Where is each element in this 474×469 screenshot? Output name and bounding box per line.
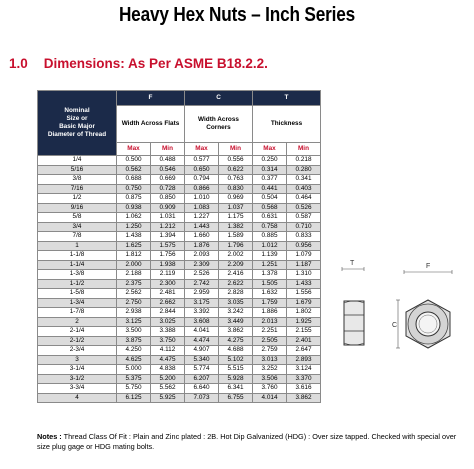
dimension-cell: 2.893 — [287, 355, 321, 365]
dimension-cell: 3.013 — [253, 355, 287, 365]
nominal-size-cell: 3-1/4 — [38, 365, 117, 375]
min-header: Min — [287, 143, 321, 156]
dimension-cell: 4.625 — [117, 355, 151, 365]
dimension-cell: 1.632 — [253, 289, 287, 299]
dimension-cell: 2.119 — [151, 270, 185, 280]
dimension-cell: 0.750 — [117, 184, 151, 194]
table-row — [38, 175, 321, 185]
dimension-cell: 3.760 — [253, 384, 287, 394]
dimension-cell: 5.000 — [117, 365, 151, 375]
dimension-cell: 1.433 — [287, 279, 321, 289]
dimension-cell: 1.556 — [287, 289, 321, 299]
table-row — [38, 222, 321, 232]
table-row — [38, 260, 321, 270]
table-row — [38, 270, 321, 280]
nominal-size-cell: 9/16 — [38, 203, 117, 213]
dimension-cell: 5.562 — [151, 384, 185, 394]
dimension-cell: 4.838 — [151, 365, 185, 375]
dimension-cell: 1.037 — [219, 203, 253, 213]
dimension-cell: 2.375 — [117, 279, 151, 289]
dimension-cell: 3.035 — [219, 298, 253, 308]
dimension-cell: 2.750 — [117, 298, 151, 308]
table-row — [38, 336, 321, 346]
dimension-cell: 6.640 — [185, 384, 219, 394]
nominal-header-line: Nominal — [64, 106, 90, 114]
dimension-cell: 2.959 — [185, 289, 219, 299]
dimension-cell: 1.031 — [151, 213, 185, 223]
nominal-size-cell: 2-1/4 — [38, 327, 117, 337]
nominal-size-cell: 1-7/8 — [38, 308, 117, 318]
dimension-cell: 3.124 — [287, 365, 321, 375]
dimension-cell: 0.830 — [219, 184, 253, 194]
dimension-cell: 4.688 — [219, 346, 253, 356]
dimension-cell: 1.382 — [219, 222, 253, 232]
dimension-cell: 3.392 — [185, 308, 219, 318]
dimension-cell: 0.504 — [253, 194, 287, 204]
dimension-cell: 2.526 — [185, 270, 219, 280]
dimension-cell: 2.000 — [117, 260, 151, 270]
dimension-cell: 2.013 — [253, 317, 287, 327]
dimension-cell: 1.438 — [117, 232, 151, 242]
section-text: Dimensions: As Per ASME B18.2.2. — [43, 56, 268, 71]
letter-header-c: C — [185, 91, 253, 106]
dimension-cell: 1.505 — [253, 279, 287, 289]
nominal-header-line: Diameter of Thread — [47, 131, 107, 139]
dimension-cell: 1.250 — [117, 222, 151, 232]
dimension-cell: 0.577 — [185, 156, 219, 166]
letter-header-f: F — [117, 91, 185, 106]
dimension-cell: 7.073 — [185, 393, 219, 403]
dimension-cell: 0.710 — [287, 222, 321, 232]
dimension-cell: 4.250 — [117, 346, 151, 356]
dim-label-t: T — [350, 260, 355, 267]
dimension-cell: 3.449 — [219, 317, 253, 327]
nominal-size-cell: 2-1/2 — [38, 336, 117, 346]
dimension-cell: 1.625 — [117, 241, 151, 251]
table-row — [38, 184, 321, 194]
dimension-cell: 0.556 — [219, 156, 253, 166]
dimension-cell: 1.660 — [185, 232, 219, 242]
dimension-cell: 1.394 — [151, 232, 185, 242]
nominal-header-line: Size or — [66, 114, 88, 122]
dimension-cell: 2.759 — [253, 346, 287, 356]
notes-text: Thread Class Of Fit : Plain and Zinc plated : 2B. Hot Dip Galvanized (HDG) : Over size tapped. Checked with special over size plug gage or HDG mating bolts. — [37, 432, 457, 451]
dimension-cell: 1.079 — [287, 251, 321, 261]
dimension-cell: 3.025 — [151, 317, 185, 327]
page-title: Heavy Hex Nuts – Inch Series — [118, 4, 356, 26]
dim-label-f: F — [426, 263, 431, 270]
dimension-cell: 0.568 — [253, 203, 287, 213]
table-row — [38, 279, 321, 289]
nominal-size-cell: 2-3/4 — [38, 346, 117, 356]
group-header-width-across-flats: Width Across Flats — [117, 106, 185, 143]
table-row — [38, 393, 321, 403]
dimension-cell: 2.251 — [253, 327, 287, 337]
table-row — [38, 317, 321, 327]
dimension-cell: 3.608 — [185, 317, 219, 327]
dimension-cell: 4.041 — [185, 327, 219, 337]
dimension-cell: 0.341 — [287, 175, 321, 185]
dimension-cell: 3.388 — [151, 327, 185, 337]
dimension-cell: 6.207 — [185, 374, 219, 384]
nominal-size-cell: 7/8 — [38, 232, 117, 242]
max-header: Max — [253, 143, 287, 156]
dimension-cell: 0.403 — [287, 184, 321, 194]
dimension-cell: 1.589 — [219, 232, 253, 242]
dimension-cell: 1.886 — [253, 308, 287, 318]
dimension-cell: 5.200 — [151, 374, 185, 384]
dimensions-table — [37, 90, 321, 403]
dimension-cell: 1.802 — [287, 308, 321, 318]
dimension-cell: 0.794 — [185, 175, 219, 185]
dimension-cell: 2.401 — [287, 336, 321, 346]
nominal-size-cell: 1/2 — [38, 194, 117, 204]
dimension-cell: 5.750 — [117, 384, 151, 394]
dimension-cell: 0.441 — [253, 184, 287, 194]
dimension-cell: 1.876 — [185, 241, 219, 251]
dimension-cell: 6.755 — [219, 393, 253, 403]
table-row — [38, 289, 321, 299]
dimension-cell: 1.938 — [151, 260, 185, 270]
dimension-cell: 1.139 — [253, 251, 287, 261]
section-heading — [9, 56, 268, 71]
table-row — [38, 156, 321, 166]
dimension-cell: 0.218 — [287, 156, 321, 166]
dimension-cell: 0.758 — [253, 222, 287, 232]
table-row — [38, 194, 321, 204]
dimension-cell: 3.370 — [287, 374, 321, 384]
table-row — [38, 165, 321, 175]
dimension-cell: 4.275 — [219, 336, 253, 346]
dimension-cell: 2.188 — [117, 270, 151, 280]
dimension-cell: 0.938 — [117, 203, 151, 213]
section-number: 1.0 — [9, 56, 28, 71]
table-row — [38, 365, 321, 375]
dimension-cell: 4.112 — [151, 346, 185, 356]
dimension-cell: 2.505 — [253, 336, 287, 346]
dimension-cell: 1.083 — [185, 203, 219, 213]
max-header: Max — [185, 143, 219, 156]
dimension-cell: 0.488 — [151, 156, 185, 166]
dimension-cell: 0.688 — [117, 175, 151, 185]
dimension-cell: 0.909 — [151, 203, 185, 213]
dimension-cell: 1.187 — [287, 260, 321, 270]
dimension-cell: 0.650 — [185, 165, 219, 175]
dimension-cell: 2.622 — [219, 279, 253, 289]
nominal-size-cell: 3 — [38, 355, 117, 365]
nominal-size-cell: 3/8 — [38, 175, 117, 185]
nominal-size-cell: 5/8 — [38, 213, 117, 223]
dimension-cell: 3.242 — [219, 308, 253, 318]
dimension-cell: 1.756 — [151, 251, 185, 261]
dimension-cell: 3.862 — [219, 327, 253, 337]
table-row — [38, 298, 321, 308]
dimension-cell: 0.850 — [151, 194, 185, 204]
dimension-cell: 3.175 — [185, 298, 219, 308]
dimension-cell: 0.622 — [219, 165, 253, 175]
nominal-size-cell: 3-1/2 — [38, 374, 117, 384]
dimension-cell: 3.125 — [117, 317, 151, 327]
dimension-cell: 2.309 — [185, 260, 219, 270]
table-row — [38, 213, 321, 223]
dimension-cell: 3.506 — [253, 374, 287, 384]
dimension-cell: 1.012 — [253, 241, 287, 251]
dimension-cell: 1.251 — [253, 260, 287, 270]
dimension-cell: 3.875 — [117, 336, 151, 346]
dimension-cell: 5.375 — [117, 374, 151, 384]
dimension-cell: 1.925 — [287, 317, 321, 327]
table-row — [38, 241, 321, 251]
dimension-cell: 3.252 — [253, 365, 287, 375]
min-header: Min — [151, 143, 185, 156]
table-row — [38, 374, 321, 384]
dimension-cell: 1.443 — [185, 222, 219, 232]
dimension-cell: 5.925 — [151, 393, 185, 403]
dimension-cell: 1.575 — [151, 241, 185, 251]
dimension-cell: 2.828 — [219, 289, 253, 299]
nominal-size-cell: 1/4 — [38, 156, 117, 166]
table-body — [38, 156, 321, 403]
nominal-size-cell: 1-1/4 — [38, 260, 117, 270]
group-header-thickness: Thickness — [253, 106, 321, 143]
table-row — [38, 346, 321, 356]
dimension-cell: 0.631 — [253, 213, 287, 223]
nominal-size-cell: 7/16 — [38, 184, 117, 194]
dimension-cell: 2.662 — [151, 298, 185, 308]
nominal-size-cell: 1-5/8 — [38, 289, 117, 299]
dimension-cell: 0.866 — [185, 184, 219, 194]
dimension-cell: 0.562 — [117, 165, 151, 175]
dimension-cell: 1.679 — [287, 298, 321, 308]
dimension-cell: 2.742 — [185, 279, 219, 289]
dimension-cell: 0.833 — [287, 232, 321, 242]
dimension-cell: 2.002 — [219, 251, 253, 261]
dimension-cell: 0.969 — [219, 194, 253, 204]
table-row — [38, 327, 321, 337]
dimension-cell: 6.125 — [117, 393, 151, 403]
dimension-cell: 3.750 — [151, 336, 185, 346]
dimension-cell: 5.102 — [219, 355, 253, 365]
nominal-size-cell: 5/16 — [38, 165, 117, 175]
dimension-cell: 3.616 — [287, 384, 321, 394]
dimension-cell: 1.227 — [185, 213, 219, 223]
table-row — [38, 203, 321, 213]
nominal-size-cell: 1-3/4 — [38, 298, 117, 308]
dimension-cell: 5.928 — [219, 374, 253, 384]
dimension-cell: 6.341 — [219, 384, 253, 394]
dimension-cell: 1.378 — [253, 270, 287, 280]
table-row — [38, 384, 321, 394]
dimension-cell: 2.562 — [117, 289, 151, 299]
dimension-cell: 1.062 — [117, 213, 151, 223]
dimension-cell: 1.812 — [117, 251, 151, 261]
dimension-cell: 1.759 — [253, 298, 287, 308]
nominal-size-cell: 1-1/2 — [38, 279, 117, 289]
dimension-cell: 0.377 — [253, 175, 287, 185]
dimension-cell: 0.526 — [287, 203, 321, 213]
letter-header-t: T — [253, 91, 321, 106]
dimension-cell: 0.464 — [287, 194, 321, 204]
nominal-size-cell: 1 — [38, 241, 117, 251]
dimension-cell: 2.155 — [287, 327, 321, 337]
notes — [37, 432, 467, 452]
dimension-cell: 5.340 — [185, 355, 219, 365]
dimension-cell: 2.416 — [219, 270, 253, 280]
dimension-cell: 2.938 — [117, 308, 151, 318]
dimension-cell: 0.669 — [151, 175, 185, 185]
dimension-cell: 1.310 — [287, 270, 321, 280]
table-row — [38, 251, 321, 261]
dimension-cell: 0.500 — [117, 156, 151, 166]
table-row — [38, 355, 321, 365]
dimension-cell: 0.587 — [287, 213, 321, 223]
dimension-cell: 0.250 — [253, 156, 287, 166]
dimension-cell: 2.481 — [151, 289, 185, 299]
dimension-cell: 2.093 — [185, 251, 219, 261]
dimension-cell: 0.875 — [117, 194, 151, 204]
table-row — [38, 232, 321, 242]
dimension-cell: 4.014 — [253, 393, 287, 403]
dimension-cell: 1.796 — [219, 241, 253, 251]
group-header-width-across-corners: Width Across Corners — [185, 106, 253, 143]
hex-nut-diagram — [338, 255, 468, 365]
nut-top-view — [392, 263, 452, 348]
nominal-size-cell: 1-3/8 — [38, 270, 117, 280]
dimension-cell: 4.475 — [151, 355, 185, 365]
dimension-cell: 0.885 — [253, 232, 287, 242]
dimension-cell: 0.763 — [219, 175, 253, 185]
nominal-size-cell: 1-1/8 — [38, 251, 117, 261]
dimension-cell: 1.212 — [151, 222, 185, 232]
dimension-cell: 2.647 — [287, 346, 321, 356]
table-row — [38, 308, 321, 318]
dimension-cell: 0.314 — [253, 165, 287, 175]
dimension-cell: 1.010 — [185, 194, 219, 204]
min-header: Min — [219, 143, 253, 156]
nominal-size-cell: 4 — [38, 393, 117, 403]
nominal-header-line: Basic Major — [59, 123, 95, 130]
dimension-cell: 3.500 — [117, 327, 151, 337]
dimension-cell: 2.844 — [151, 308, 185, 318]
max-header: Max — [117, 143, 151, 156]
dimension-cell: 5.515 — [219, 365, 253, 375]
dimension-cell: 3.862 — [287, 393, 321, 403]
dimension-cell: 1.175 — [219, 213, 253, 223]
dimension-cell: 4.474 — [185, 336, 219, 346]
dimension-cell: 5.774 — [185, 365, 219, 375]
dimension-cell: 4.907 — [185, 346, 219, 356]
dimension-cell: 0.956 — [287, 241, 321, 251]
notes-label: Notes : — [37, 432, 62, 441]
dim-label-c: C — [392, 322, 398, 329]
nut-side-view — [342, 260, 364, 345]
dimension-cell: 0.280 — [287, 165, 321, 175]
nominal-size-cell: 3-3/4 — [38, 384, 117, 394]
dimension-cell: 2.209 — [219, 260, 253, 270]
nominal-size-header — [38, 91, 117, 156]
nominal-size-cell: 2 — [38, 317, 117, 327]
nominal-size-cell: 3/4 — [38, 222, 117, 232]
dimension-cell: 0.728 — [151, 184, 185, 194]
dimension-cell: 0.546 — [151, 165, 185, 175]
dimension-cell: 2.300 — [151, 279, 185, 289]
